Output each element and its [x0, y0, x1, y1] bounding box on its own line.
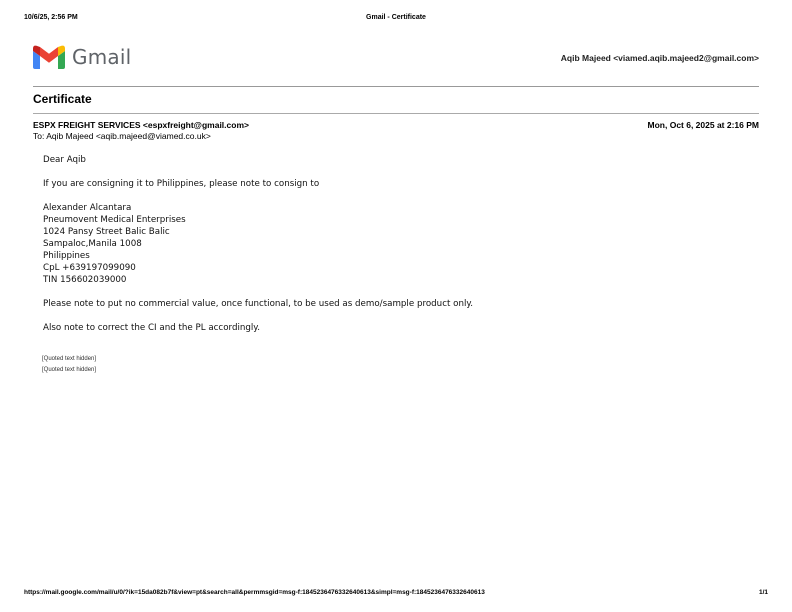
- note-ci-pl: Also note to correct the CI and the PL accordingly.: [43, 323, 260, 333]
- email-body: [43, 154, 743, 376]
- quoted-text-toggle[interactable]: [Quoted text hidden]: [42, 356, 97, 362]
- print-header: [24, 14, 768, 26]
- email-sender: ESPX FREIGHT SERVICES <espxfreight@gmail.com>: [33, 120, 249, 130]
- address-line: Pneumovent Medical Enterprises: [43, 215, 186, 225]
- address-line: CpL +639197099090: [43, 263, 136, 273]
- gmail-logo: [33, 45, 131, 69]
- email-recipient: To: Aqib Majeed <aqib.majeed@viamed.co.uk>: [33, 131, 211, 141]
- note-commercial-value: Please note to put no commercial value, once functional, to be used as demo/sample product only.: [43, 299, 474, 309]
- address-line: TIN 156602039000: [43, 275, 127, 285]
- email-date: Mon, Oct 6, 2025 at 2:16 PM: [647, 120, 759, 130]
- divider: [33, 113, 759, 114]
- print-page-number: 1/1: [758, 589, 768, 596]
- gmail-wordmark: Gmail: [72, 45, 132, 69]
- greeting: Dear Aqib: [43, 155, 86, 165]
- email-subject: Certificate: [33, 92, 92, 106]
- address-line: Philippines: [43, 251, 90, 261]
- quoted-text-toggle[interactable]: [Quoted text hidden]: [42, 367, 97, 373]
- account-email: Aqib Majeed <viamed.aqib.majeed2@gmail.com>: [560, 53, 759, 63]
- gmail-icon: [33, 45, 65, 69]
- print-url: https://mail.google.com/mail/u/0/?ik=15da082b7f&view=pt&search=all&permmsgid=msg-f:1845236476332640613&simpl=msg-f:1845236476332640613: [24, 589, 485, 596]
- print-title: Gmail - Certificate: [366, 14, 426, 21]
- intro-line: If you are consigning it to Philippines, please note to consign to: [43, 179, 320, 189]
- address-line: 1024 Pansy Street Balic Balic: [43, 227, 170, 237]
- consignee-address: [43, 202, 743, 286]
- divider: [33, 86, 759, 87]
- print-datetime: 10/6/25, 2:56 PM: [24, 14, 78, 21]
- address-line: Sampaloc,Manila 1008: [43, 239, 142, 249]
- address-line: Alexander Alcantara: [43, 203, 132, 213]
